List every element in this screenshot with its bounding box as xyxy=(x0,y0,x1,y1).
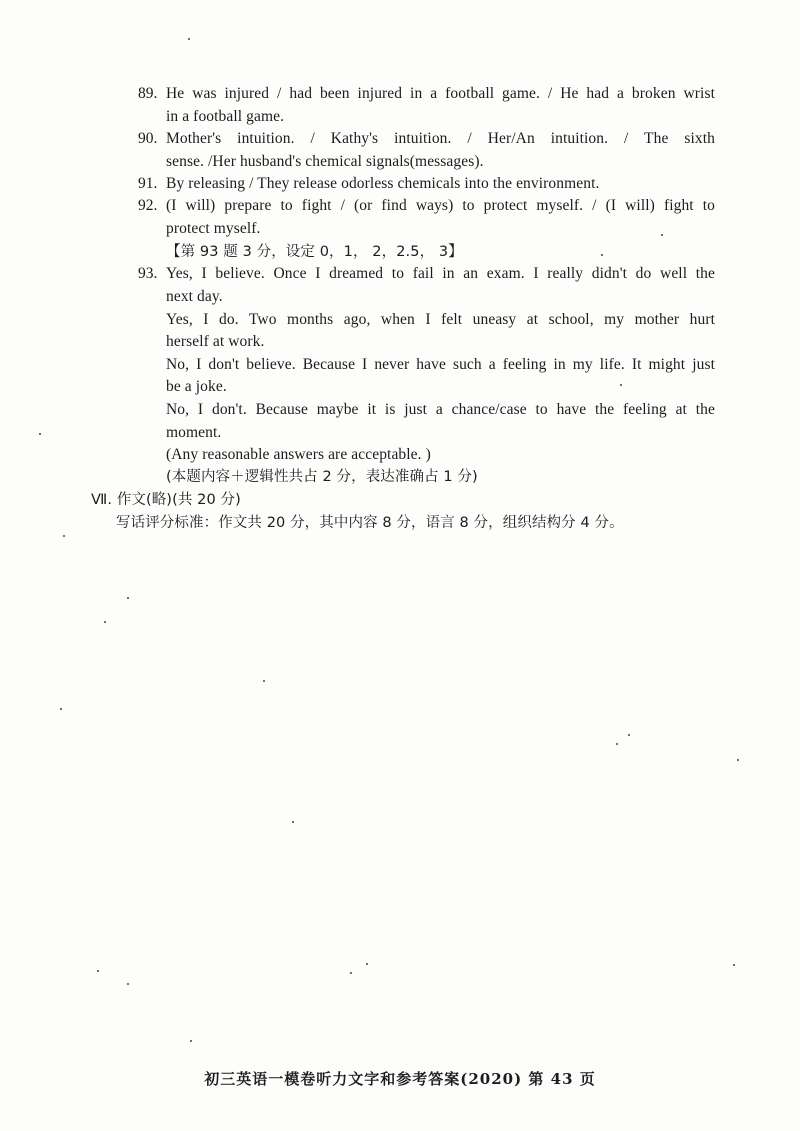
answer-90-line-2: sense. /Her husband's chemical signals(messages). xyxy=(166,153,484,170)
scan-speck xyxy=(63,535,65,537)
question-number-91: 91. xyxy=(138,175,158,192)
answer-93-sample-4-line-2: moment. xyxy=(166,424,222,441)
answer-93-sample-4-line-1: No, I don't. Because maybe it is just a chance/case to have the feeling at the xyxy=(166,401,715,418)
question-number-93: 93. xyxy=(138,265,158,282)
scan-speck xyxy=(661,234,663,236)
answer-93-sample-3-line-1: No, I don't believe. Because I never have such a feeling in my life. It might just xyxy=(166,356,715,373)
question-number-92: 92. xyxy=(138,197,158,214)
scan-speck xyxy=(263,680,265,682)
scan-speck xyxy=(350,972,352,974)
scan-speck xyxy=(292,821,294,823)
answer-93-sample-1-line-2: next day. xyxy=(166,288,223,305)
answer-93-note: (Any reasonable answers are acceptable. ) xyxy=(166,446,431,463)
answer-89-line-2: in a football game. xyxy=(166,108,285,125)
answer-91-line-1: By releasing / They release odorless chemicals into the environment. xyxy=(166,175,600,192)
scan-speck xyxy=(190,1040,192,1042)
answer-93-sample-2-line-2: herself at work. xyxy=(166,333,265,350)
answer-93-sample-2-line-1: Yes, I do. Two months ago, when I felt uneasy at school, my mother hurt xyxy=(166,311,715,328)
answer-93-sample-3-line-2: be a joke. xyxy=(166,378,227,395)
scan-speck xyxy=(97,970,99,972)
scan-speck xyxy=(733,964,735,966)
scan-speck xyxy=(628,734,630,736)
page-footer: 初三英语一模卷听力文字和参考答案(2020) 第 43 页 xyxy=(204,1070,596,1088)
scan-speck xyxy=(601,254,603,256)
scan-speck xyxy=(127,597,129,599)
scan-speck xyxy=(366,963,368,965)
answer-93-scoring: (本题内容＋逻辑性共占 2 分，表达准确占 1 分) xyxy=(166,469,478,485)
answer-92-line-2: protect myself. xyxy=(166,220,261,237)
scan-speck xyxy=(616,743,618,745)
scan-speck xyxy=(104,621,106,623)
scan-speck xyxy=(620,384,622,386)
answer-92-line-1: (I will) prepare to fight / (or find ways) to protect myself. / (I will) fight to xyxy=(166,197,715,214)
scan-speck xyxy=(39,433,41,435)
answer-93-sample-1-line-1: Yes, I believe. Once I dreamed to fail in an exam. I really didn't do well the xyxy=(166,265,715,282)
scoring-note-93: 【第 93 题 3 分，设定 0，1， 2，2.5， 3】 xyxy=(166,244,463,260)
scan-speck xyxy=(60,708,62,710)
question-number-89: 89. xyxy=(138,85,158,102)
scan-speck xyxy=(188,38,190,40)
scan-speck xyxy=(737,759,739,761)
question-number-90: 90. xyxy=(138,130,158,147)
answer-89-line-1: He was injured / had been injured in a football game. / He had a broken wrist xyxy=(166,85,715,102)
answer-90-line-1: Mother's intuition. / Kathy's intuition. / Her/An intuition. / The sixth xyxy=(166,130,715,147)
section-7-heading: Ⅶ. 作文(略)(共 20 分) xyxy=(91,492,241,508)
section-7-criteria: 写话评分标准：作文共 20 分，其中内容 8 分，语言 8 分，组织结构分 4 分。 xyxy=(116,515,624,531)
scan-speck xyxy=(127,983,129,985)
